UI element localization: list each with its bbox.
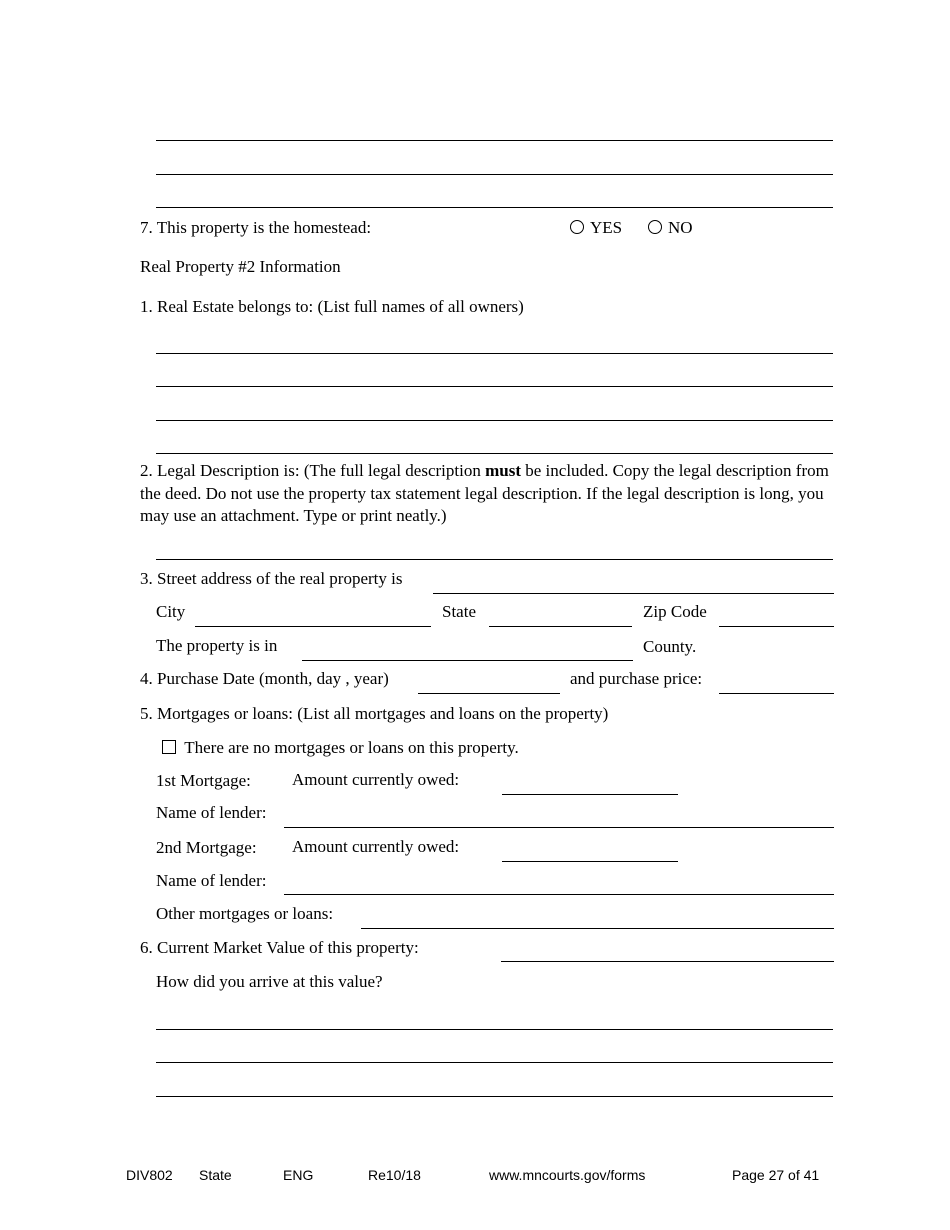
- state-label: State: [442, 602, 476, 621]
- owners-line-1[interactable]: [156, 353, 833, 354]
- continuation-line-1[interactable]: [156, 140, 833, 141]
- second-amount-label: Amount currently owed:: [292, 837, 460, 856]
- radio-circle-icon[interactable]: [570, 220, 584, 234]
- first-mortgage-label: 1st Mortgage:: [156, 771, 251, 790]
- legal-description-label: 2. Legal Description is: (The full legal description must be included. Copy the legal description from the deed. Do not use the property tax statement legal description. If the legal description is long, you may use an attachment. Type or print neatly.): [140, 461, 829, 525]
- legal-description-line[interactable]: [156, 559, 833, 560]
- county-field[interactable]: [302, 660, 633, 661]
- value-method-label: How did you arrive at this value?: [156, 972, 383, 991]
- value-method-line-1[interactable]: [156, 1029, 833, 1030]
- homestead-no-option[interactable]: NO: [648, 218, 693, 238]
- footer-page-number: Page 27 of 41: [732, 1167, 820, 1183]
- purchase-price-label: and purchase price:: [570, 669, 703, 688]
- first-lender-field[interactable]: [284, 827, 834, 828]
- footer-form-number: DIV802: [126, 1167, 173, 1183]
- zip-label: Zip Code: [643, 602, 707, 621]
- second-lender-field[interactable]: [284, 894, 834, 895]
- section-title: Real Property #2 Information: [140, 257, 341, 276]
- first-lender-label: Name of lender:: [156, 803, 267, 822]
- street-address-field[interactable]: [433, 593, 834, 594]
- first-amount-field[interactable]: [502, 794, 678, 795]
- property-county-label: The property is in: [156, 636, 278, 655]
- footer-language: ENG: [283, 1167, 314, 1183]
- other-mortgages-label: Other mortgages or loans:: [156, 904, 334, 923]
- purchase-price-field[interactable]: [719, 693, 834, 694]
- first-amount-label: Amount currently owed:: [292, 770, 460, 789]
- market-value-field[interactable]: [501, 961, 834, 962]
- second-mortgage-label: 2nd Mortgage:: [156, 838, 257, 857]
- homestead-yes-option[interactable]: YES: [570, 218, 622, 238]
- zip-field[interactable]: [719, 626, 834, 627]
- city-label: City: [156, 602, 186, 621]
- value-method-line-3[interactable]: [156, 1096, 833, 1097]
- purchase-date-field[interactable]: [418, 693, 560, 694]
- radio-circle-icon[interactable]: [648, 220, 662, 234]
- state-field[interactable]: [489, 626, 632, 627]
- other-mortgages-field[interactable]: [361, 928, 834, 929]
- no-mortgages-option[interactable]: There are no mortgages or loans on this property.: [162, 738, 519, 758]
- continuation-line-2[interactable]: [156, 174, 833, 175]
- street-address-label: 3. Street address of the real property is: [140, 569, 403, 588]
- mortgages-label: 5. Mortgages or loans: (List all mortgages and loans on the property): [140, 704, 609, 723]
- purchase-date-label: 4. Purchase Date (month, day , year): [140, 669, 389, 688]
- owners-line-2[interactable]: [156, 386, 833, 387]
- footer-revision: Re10/18: [368, 1167, 421, 1183]
- city-field[interactable]: [195, 626, 431, 627]
- second-amount-field[interactable]: [502, 861, 678, 862]
- footer-url[interactable]: www.mncourts.gov/forms: [489, 1167, 646, 1183]
- continuation-line-3[interactable]: [156, 207, 833, 208]
- owners-line-4[interactable]: [156, 453, 833, 454]
- market-value-label: 6. Current Market Value of this property:: [140, 938, 419, 957]
- second-lender-label: Name of lender:: [156, 871, 267, 890]
- owners-label: 1. Real Estate belongs to: (List full names of all owners): [140, 297, 524, 316]
- homestead-label: 7. This property is the homestead:: [140, 218, 372, 237]
- footer-state: State: [199, 1167, 232, 1183]
- value-method-line-2[interactable]: [156, 1062, 833, 1063]
- checkbox-icon[interactable]: [162, 740, 176, 754]
- owners-line-3[interactable]: [156, 420, 833, 421]
- county-suffix: County.: [643, 637, 697, 656]
